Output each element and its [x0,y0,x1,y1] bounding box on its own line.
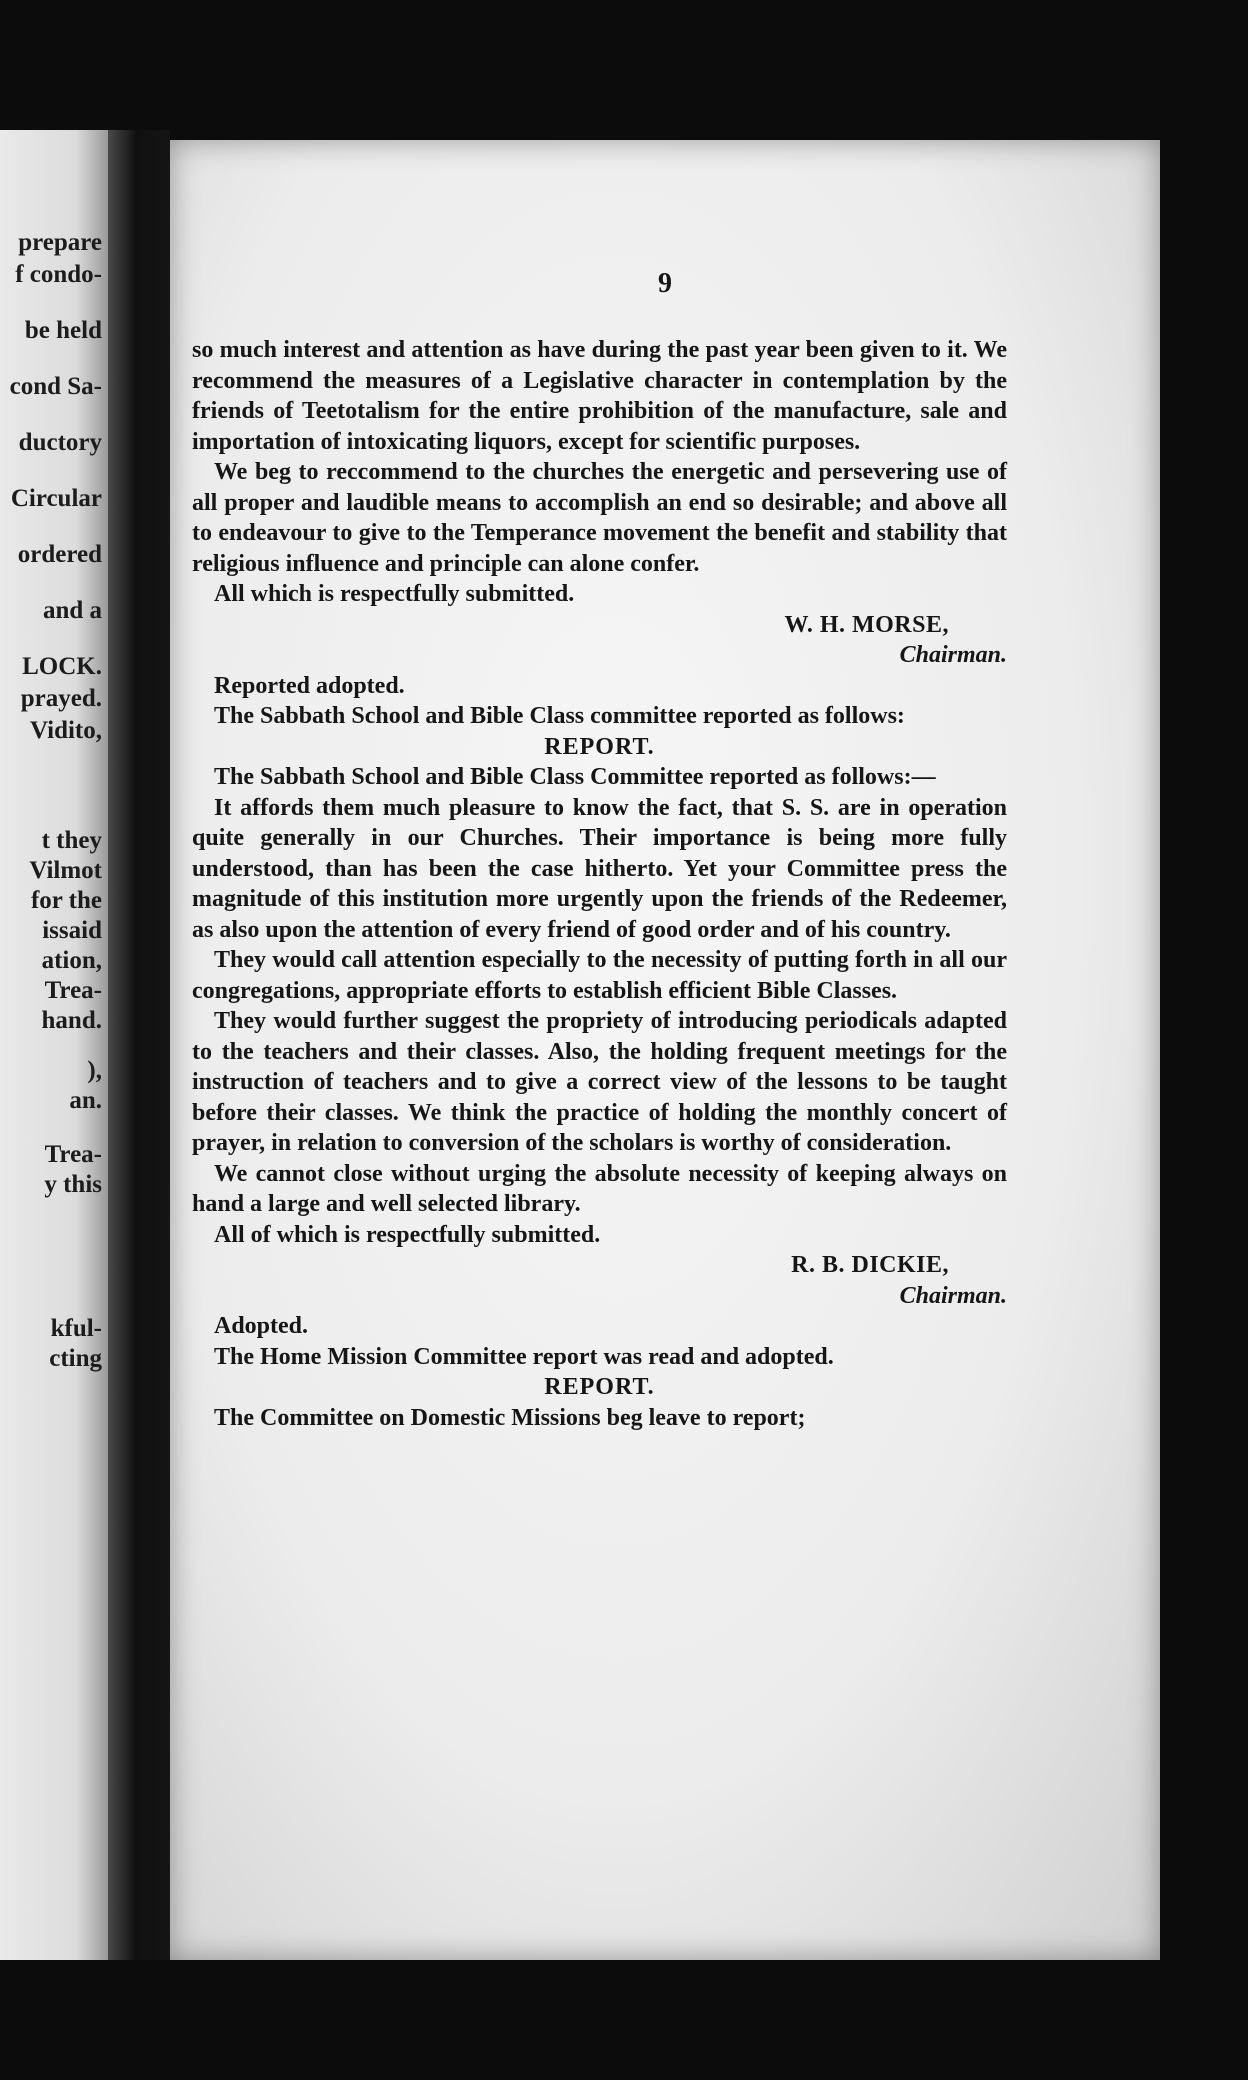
paragraph: We beg to reccommend to the churches the energetic and persevering use of all proper and laudible means to accomplish an end so desirable; and above all to endeavour to give to the Temperance movement the benefit and stability that religious influence and principle can alone confer. [192,459,1007,577]
left-page-line: t they [41,827,102,854]
signature-name: R. B. DICKIE, [791,1252,949,1278]
left-page-line: ductory [18,429,102,456]
left-page-line: Vilmot [29,857,102,884]
report-heading: REPORT. [544,1374,655,1400]
left-page-line: ordered [17,541,102,568]
left-page-line: Vidito, [30,717,102,744]
paragraph: so much interest and attention as have during the past year been given to it. We recommend the measures of a Legislative character in contemplation by the friends of Teetotalism for the entire prohibition of the manufacture, sale and importation of intoxicating liquors, except for scientific purposes. [192,337,1007,455]
left-page-line: LOCK. [22,653,102,680]
left-page-line: prayed. [20,685,102,712]
paragraph: The Sabbath School and Bible Class committee reported as follows: [214,703,905,729]
left-page-line: f condo- [15,261,102,288]
left-page-line: cond Sa- [9,373,102,400]
left-page-line: prepare [18,229,102,256]
signature-name: W. H. MORSE, [784,611,949,638]
left-page-line: hand. [41,1007,102,1034]
left-page-line: Trea- [44,977,102,1004]
signature-title: Chairman. [899,1282,1007,1309]
left-page-line: cting [49,1345,102,1372]
paragraph: All which is respectfully submitted. [214,581,575,607]
left-page-line: kful- [50,1315,102,1342]
report-heading: REPORT. [544,733,655,760]
paragraph: The Home Mission Committee report was read and adopted. [214,1343,834,1370]
page-number: 9 [658,268,672,299]
left-page-line: an. [69,1087,102,1114]
right-page [170,140,1160,1960]
paragraph: We cannot close without urging the absolute necessity of keeping always on hand a large and well selected library. [192,1160,1007,1217]
book-gutter [108,130,170,1960]
paragraph: The Committee on Domestic Missions beg leave to report; [214,1404,806,1431]
left-page-line: for the [30,887,102,914]
left-page-line: y this [44,1171,102,1198]
paragraph: All of which is respectfully submitted. [214,1221,601,1248]
paragraph: Reported adopted. [214,672,405,699]
left-page-fragment [0,130,108,1960]
page-text [192,335,1007,1433]
paragraph: Adopted. [214,1313,309,1339]
left-page-line: be held [24,317,102,344]
paragraph: It affords them much pleasure to know the fact, that S. S. are in operation quite generally in our Churches. Their importance is being more fully understood, than has been the case hitherto. Yet your Committee press the magnitude of this institution more urgently upon the friends of the Redeemer, as also upon the attention of every friend of good order and of his country. [192,794,1007,943]
left-page-line: issaid [42,917,102,944]
left-page-line: Trea- [44,1141,102,1168]
left-page-line: Circular [10,485,102,512]
left-page-line: ), [87,1057,102,1084]
left-page-line: ation, [41,947,102,974]
paragraph: They would further suggest the propriety of introducing periodicals adapted to the teachers and their classes. Also, the holding frequent meetings for the instruction of teachers and to give a correct view of the lessons to be taught before their classes. We think the practice of holding the monthly concert of prayer, in relation to conversion of the scholars is worthy of consideration. [192,1008,1007,1156]
signature-title: Chairman. [899,642,1007,668]
paragraph: The Sabbath School and Bible Class Committee reported as follows:— [214,764,936,790]
left-page-line: and a [42,597,102,624]
paragraph: They would call attention especially to the necessity of putting forth in all our congregations, appropriate efforts to establish efficient Bible Classes. [192,947,1007,1004]
